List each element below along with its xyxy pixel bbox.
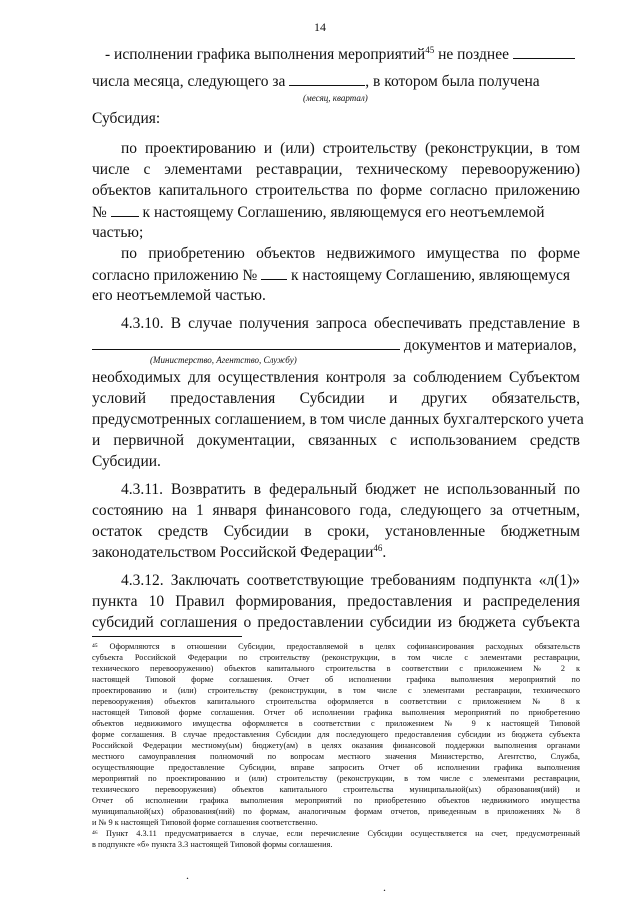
- footnote-line: субъекта Российской Федерации по строительству (реконструкции, в том числе с элементами реставрации,: [92, 653, 580, 662]
- hint-period: (месяц, квартал): [303, 93, 368, 103]
- footnote-line: муниципальной(ых) образования(ний) по формам, аналогичным формам отчетов, приведенным в приложениях № 8: [92, 807, 580, 816]
- footnote-line: технического перевооружению) объектов капитального строительства в соответствии с приложением № 2 к: [92, 664, 580, 673]
- text-line-5: числе с элементами реставрации, техническому перевооружению): [92, 161, 580, 178]
- footnote-line: форме соглашения. В случае предоставления Субсидии для последующего предоставления субсидии из бюджета субъекта: [92, 730, 580, 739]
- footnote-line: Отчет об исполнении графика выполнения мероприятий по приобретению объектов недвижимого имущества: [92, 796, 580, 805]
- footnote-line: Российской Федерации местному(ым) бюджету(ам) в целях оказания финансовой поддержки выполнения органами: [92, 741, 580, 750]
- text-fragment: документов и материалов,: [403, 337, 577, 354]
- text-line-23: 4.3.12. Заключать соответствующие требованиям подпункта «л(1)»: [121, 572, 580, 589]
- text-line-19: 4.3.11. Возвратить в федеральный бюджет не использованный по: [121, 481, 580, 498]
- text-line-15: условий предоставления Субсидии и других обязательств,: [92, 390, 580, 407]
- text-fragment: к настоящему Соглашению, являющемуся: [287, 267, 570, 284]
- text-line-16: предусмотренных соглашением, в том числе данных бухгалтерского учета: [92, 411, 584, 428]
- blank-field: [513, 44, 575, 59]
- text-line-9: по приобретению объектов недвижимого имущества по форме: [121, 245, 580, 262]
- text-line-20: состоянию на 1 января финансового года, следующего за отчетным,: [92, 502, 580, 519]
- text-fragment: - исполнении графика выполнения мероприятий: [105, 46, 426, 63]
- text-line-21: остаток средств Субсидии в сроки, установленные бюджетным: [92, 523, 580, 540]
- footnote-ref-46: 46: [373, 542, 383, 553]
- footnote-line: проектированию и (или) строительству (реконструкции, в том числе с элементами реставрации, технического: [92, 686, 580, 695]
- text-line-4: по проектированию и (или) строительству (реконструкции, в том: [121, 140, 580, 157]
- footnote-line: настоящей Типовой форме соглашения. Отчет об исполнении графика выполнения мероприятий по: [92, 675, 580, 684]
- text-line-1: [105, 44, 580, 65]
- blank-field-appendix: [261, 265, 287, 280]
- text-line-2: [92, 71, 580, 92]
- footnote-separator: [92, 636, 242, 637]
- text-line-14: необходимых для осуществления контроля за соблюдением Субъектом: [92, 369, 580, 386]
- text-fragment: , в котором была получена: [365, 73, 540, 90]
- text-line-3: Субсидия:: [92, 110, 161, 127]
- blank-field-appendix: [111, 202, 139, 217]
- text-fragment: не позднее: [434, 46, 509, 63]
- footnote-line: осуществляющие предоставление Субсидии, вправе запросить Отчет об исполнении графика выполнения: [92, 763, 580, 772]
- footnote-line: перевооружения) объектов капитального строительства оформляется в соответствии с приложением № 8 к: [92, 697, 580, 706]
- footnote-line: ⁴⁵ Оформляются в отношении Субсидии, предоставляемой в целях софинансирования расходных обязательств: [92, 642, 580, 651]
- text-line-22: [92, 543, 580, 563]
- hint-agency: (Министерство, Агентство, Службу): [150, 355, 297, 365]
- text-line-18: Субсидии.: [92, 453, 161, 470]
- blank-field-period: [289, 71, 365, 86]
- text-fragment: числа месяца, следующего за: [92, 73, 286, 90]
- text-line-12: 4.3.10. В случае получения запроса обеспечивать представление в: [121, 315, 580, 332]
- text-line-13: [92, 335, 580, 356]
- blank-field-agency: [92, 335, 400, 350]
- footnote-ref-45: 45: [425, 44, 435, 55]
- text-fragment: №: [92, 204, 107, 221]
- text-line-6: объектов капитального строительства по форме согласно приложению: [92, 182, 580, 199]
- scan-mark: .: [186, 868, 189, 882]
- text-line-8: частью;: [92, 224, 144, 241]
- scan-mark: .: [383, 880, 386, 894]
- text-fragment: согласно приложению №: [92, 267, 258, 284]
- text-fragment: .: [382, 544, 387, 561]
- footnote-line: мероприятий по проектированию и (или) строительству (реконструкции, в том числе с элементами реставрации,: [92, 774, 580, 783]
- footnote-line: технического перевооружения) объектов капитального строительства муниципальной(ых) образования(ний) и: [92, 785, 580, 794]
- footnote-line: ⁴⁶ Пункт 4.3.11 предусматривается в случае, если перечисление Субсидии осуществляется на счет, предусмотренный: [92, 829, 580, 838]
- footnote-line: объектов недвижимого имущества оформляется в соответствии с приложением № 9 к настоящей Типовой: [92, 719, 580, 728]
- footnote-line: местного самоуправления полномочий по вопросам местного значения Министерство, Агентство, Служба,: [92, 752, 580, 761]
- footnote-line: настоящей Типовой форме соглашения. Отчет об исполнении графика выполнения мероприятий по приобретению: [92, 708, 580, 717]
- text-line-25: субсидий соглашения о предоставлении субсидии из бюджета субъекта: [92, 614, 580, 631]
- text-line-11: его неотъемлемой частью.: [92, 287, 266, 304]
- text-fragment: к настоящему Соглашению, являющемуся его неотъемлемой: [138, 204, 545, 221]
- text-line-10: [92, 265, 580, 286]
- text-fragment: законодательством Российской Федерации: [92, 544, 374, 561]
- page-number: 14: [314, 20, 326, 34]
- text-line-17: и первичной документации, связанных с использованием средств: [92, 432, 580, 449]
- text-line-24: пункта 10 Правил формирования, предоставления и распределения: [92, 593, 580, 610]
- footnote-line: и № 9 к настоящей Типовой форме соглашения соответственно.: [92, 818, 318, 827]
- footnote-line: в подпункте «б» пункта 3.3 настоящей Типовой формы соглашения.: [92, 840, 333, 849]
- text-line-7: [92, 202, 580, 223]
